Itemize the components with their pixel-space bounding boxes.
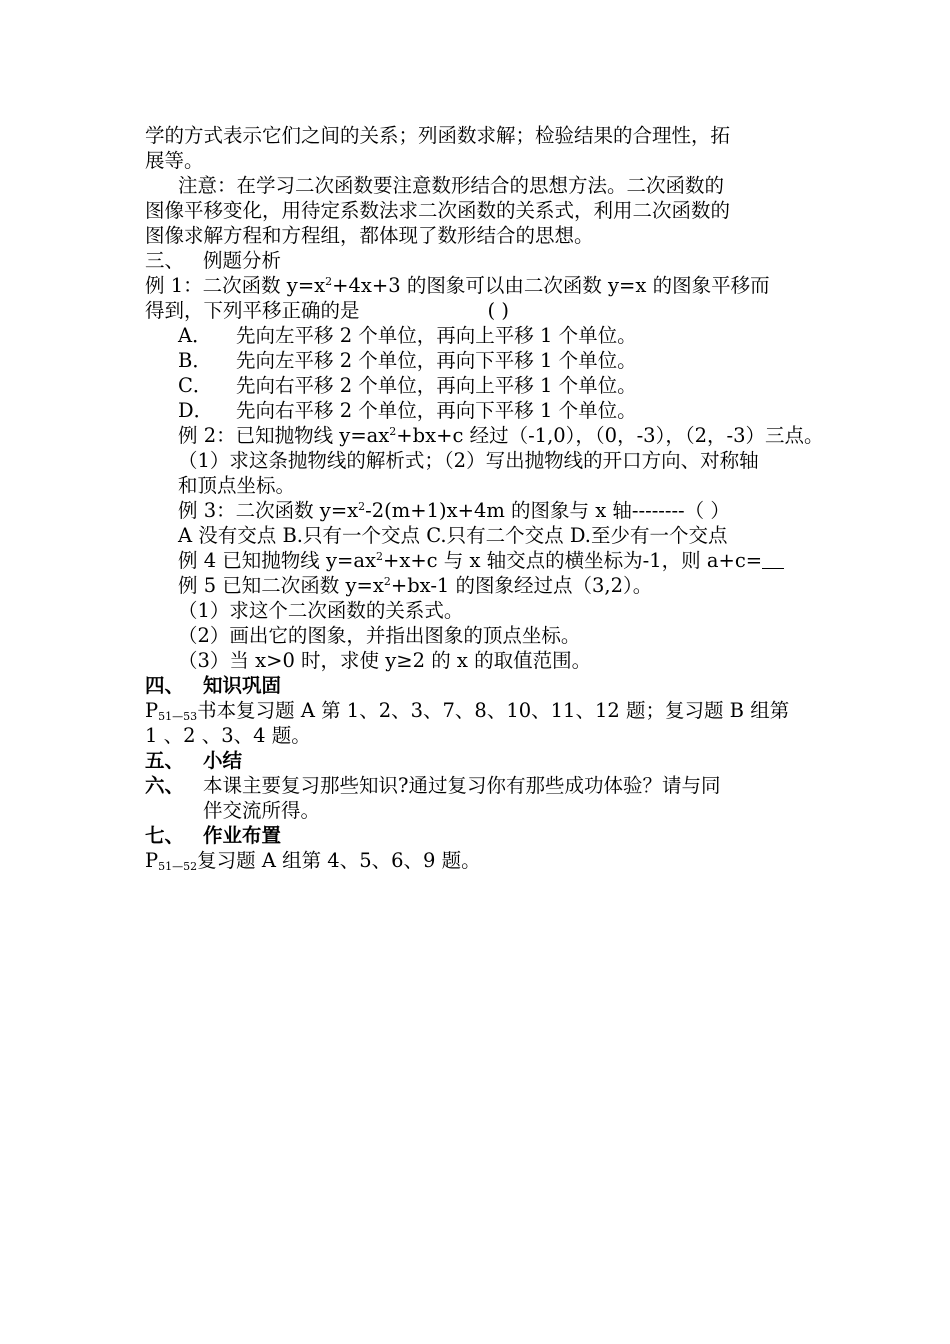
section-5-title: 小结 — [203, 749, 243, 772]
example-1-answer-blank: ( ) — [487, 299, 509, 322]
example-1-superscript: 2 — [325, 275, 333, 288]
section-6-line-1 — [145, 774, 720, 798]
section-7-text: 复习题 A 组第 4、5、6、9 题。 — [197, 849, 481, 872]
section-4-number: 四、 — [145, 674, 185, 697]
section-6-number: 六、 — [145, 774, 185, 797]
section-3-heading — [145, 249, 281, 273]
section-4-text: 书本复习题 A 第 1、2、3、7、8、10、11、12 题；复习题 B 组第 — [197, 699, 790, 722]
intro-line-2: 展等。 — [145, 149, 204, 172]
example-5-text-a: 例 5 已知二次函数 y=x — [178, 574, 384, 597]
section-7-heading — [145, 824, 281, 848]
example-3-options: A 没有交点 B.只有一个交点 C.只有二个交点 D.至少有一个交点 — [178, 524, 728, 547]
example-1-option-c — [178, 374, 637, 398]
example-3-text-a: 例 3：二次函数 y=x — [178, 499, 359, 522]
example-2-line-1 — [178, 424, 823, 448]
example-3-superscript: 2 — [358, 500, 366, 513]
note-line-1: 注意：在学习二次函数要注意数形结合的思想方法。二次函数的 — [178, 174, 725, 197]
example-4-line — [178, 549, 784, 573]
page-range: 51—53 — [158, 710, 198, 723]
section-3-title: 例题分析 — [203, 249, 282, 272]
section-7-title: 作业布置 — [203, 824, 282, 847]
example-1-question: 得到，下列平移正确的是 — [145, 299, 360, 322]
intro-line-1: 学的方式表示它们之间的关系；列函数求解；检验结果的合理性，拓 — [145, 124, 731, 147]
option-letter: A． — [178, 324, 212, 347]
option-text: 先向左平移 2 个单位，再向下平移 1 个单位。 — [236, 349, 637, 372]
section-4-title: 知识巩固 — [203, 674, 282, 697]
section-6-line-2: 伴交流所得。 — [203, 799, 321, 822]
option-letter: B． — [178, 349, 212, 372]
example-5-item-1: （1）求这个二次函数的关系式。 — [178, 599, 464, 622]
example-2-line-2: （1）求这条抛物线的解析式；（2）写出抛物线的开口方向、对称轴 — [178, 449, 759, 472]
page-prefix: P — [145, 849, 159, 872]
example-4-text-b: +x+c 与 x 轴交点的横坐标为-1，则 a+c= — [382, 549, 763, 572]
page-prefix: P — [145, 699, 159, 722]
example-4-superscript: 2 — [375, 550, 383, 563]
example-5-superscript: 2 — [383, 575, 391, 588]
note-line-2: 图像平移变化，用待定系数法求二次函数的关系式，利用二次函数的 — [145, 199, 731, 222]
option-text: 先向右平移 2 个单位，再向下平移 1 个单位。 — [236, 399, 637, 422]
example-1-line-1 — [145, 274, 770, 298]
example-1-line-2 — [145, 299, 509, 323]
section-5-heading — [145, 749, 242, 773]
example-2-superscript: 2 — [389, 425, 397, 438]
example-2-text-b: +bx+c 经过（-1,0），（0，-3），（2，-3）三点。 — [396, 424, 824, 447]
section-5-number: 五、 — [145, 749, 185, 772]
section-6-text: 本课主要复习那些知识?通过复习你有那些成功体验？请与同 — [203, 774, 721, 797]
section-7-number: 七、 — [145, 824, 185, 847]
example-5-item-3: （3）当 x>0 时，求使 y≥2 的 x 的取值范围。 — [178, 649, 592, 672]
option-text: 先向右平移 2 个单位，再向上平移 1 个单位。 — [236, 374, 637, 397]
example-5-text-b: +bx-1 的图象经过点（3,2）。 — [390, 574, 653, 597]
section-4-body-line-1 — [145, 699, 789, 723]
example-2-line-3: 和顶点坐标。 — [178, 474, 296, 497]
option-letter: C． — [178, 374, 213, 397]
section-3-number: 三、 — [145, 249, 185, 272]
example-3-line-1 — [178, 499, 730, 523]
example-1-option-a — [178, 324, 637, 348]
option-text: 先向左平移 2 个单位，再向上平移 1 个单位。 — [236, 324, 637, 347]
section-7-body — [145, 849, 481, 873]
section-4-body-line-2: 1 、2 、3、4 题。 — [145, 724, 311, 747]
example-1-text-b: +4x+3 的图象可以由二次函数 y=x 的图象平移而 — [332, 274, 770, 297]
example-5-item-2: （2）画出它的图象，并指出图象的顶点坐标。 — [178, 624, 581, 647]
example-5-line-1 — [178, 574, 652, 598]
example-1-text-a: 例 1：二次函数 y=x — [145, 274, 326, 297]
example-4-answer-blank — [762, 552, 784, 569]
example-4-text-a: 例 4 已知抛物线 y=ax — [178, 549, 376, 572]
example-2-text-a: 例 2：已知抛物线 y=ax — [178, 424, 390, 447]
example-3-text-b: -2(m+1)x+4m 的图象与 x 轴--------（ ） — [365, 499, 730, 522]
section-4-heading — [145, 674, 281, 698]
note-line-3: 图像求解方程和方程组，都体现了数形结合的思想。 — [145, 224, 594, 247]
page-range: 51—52 — [158, 860, 198, 873]
option-letter: D． — [178, 399, 214, 422]
example-1-option-d — [178, 399, 637, 423]
example-1-option-b — [178, 349, 637, 373]
